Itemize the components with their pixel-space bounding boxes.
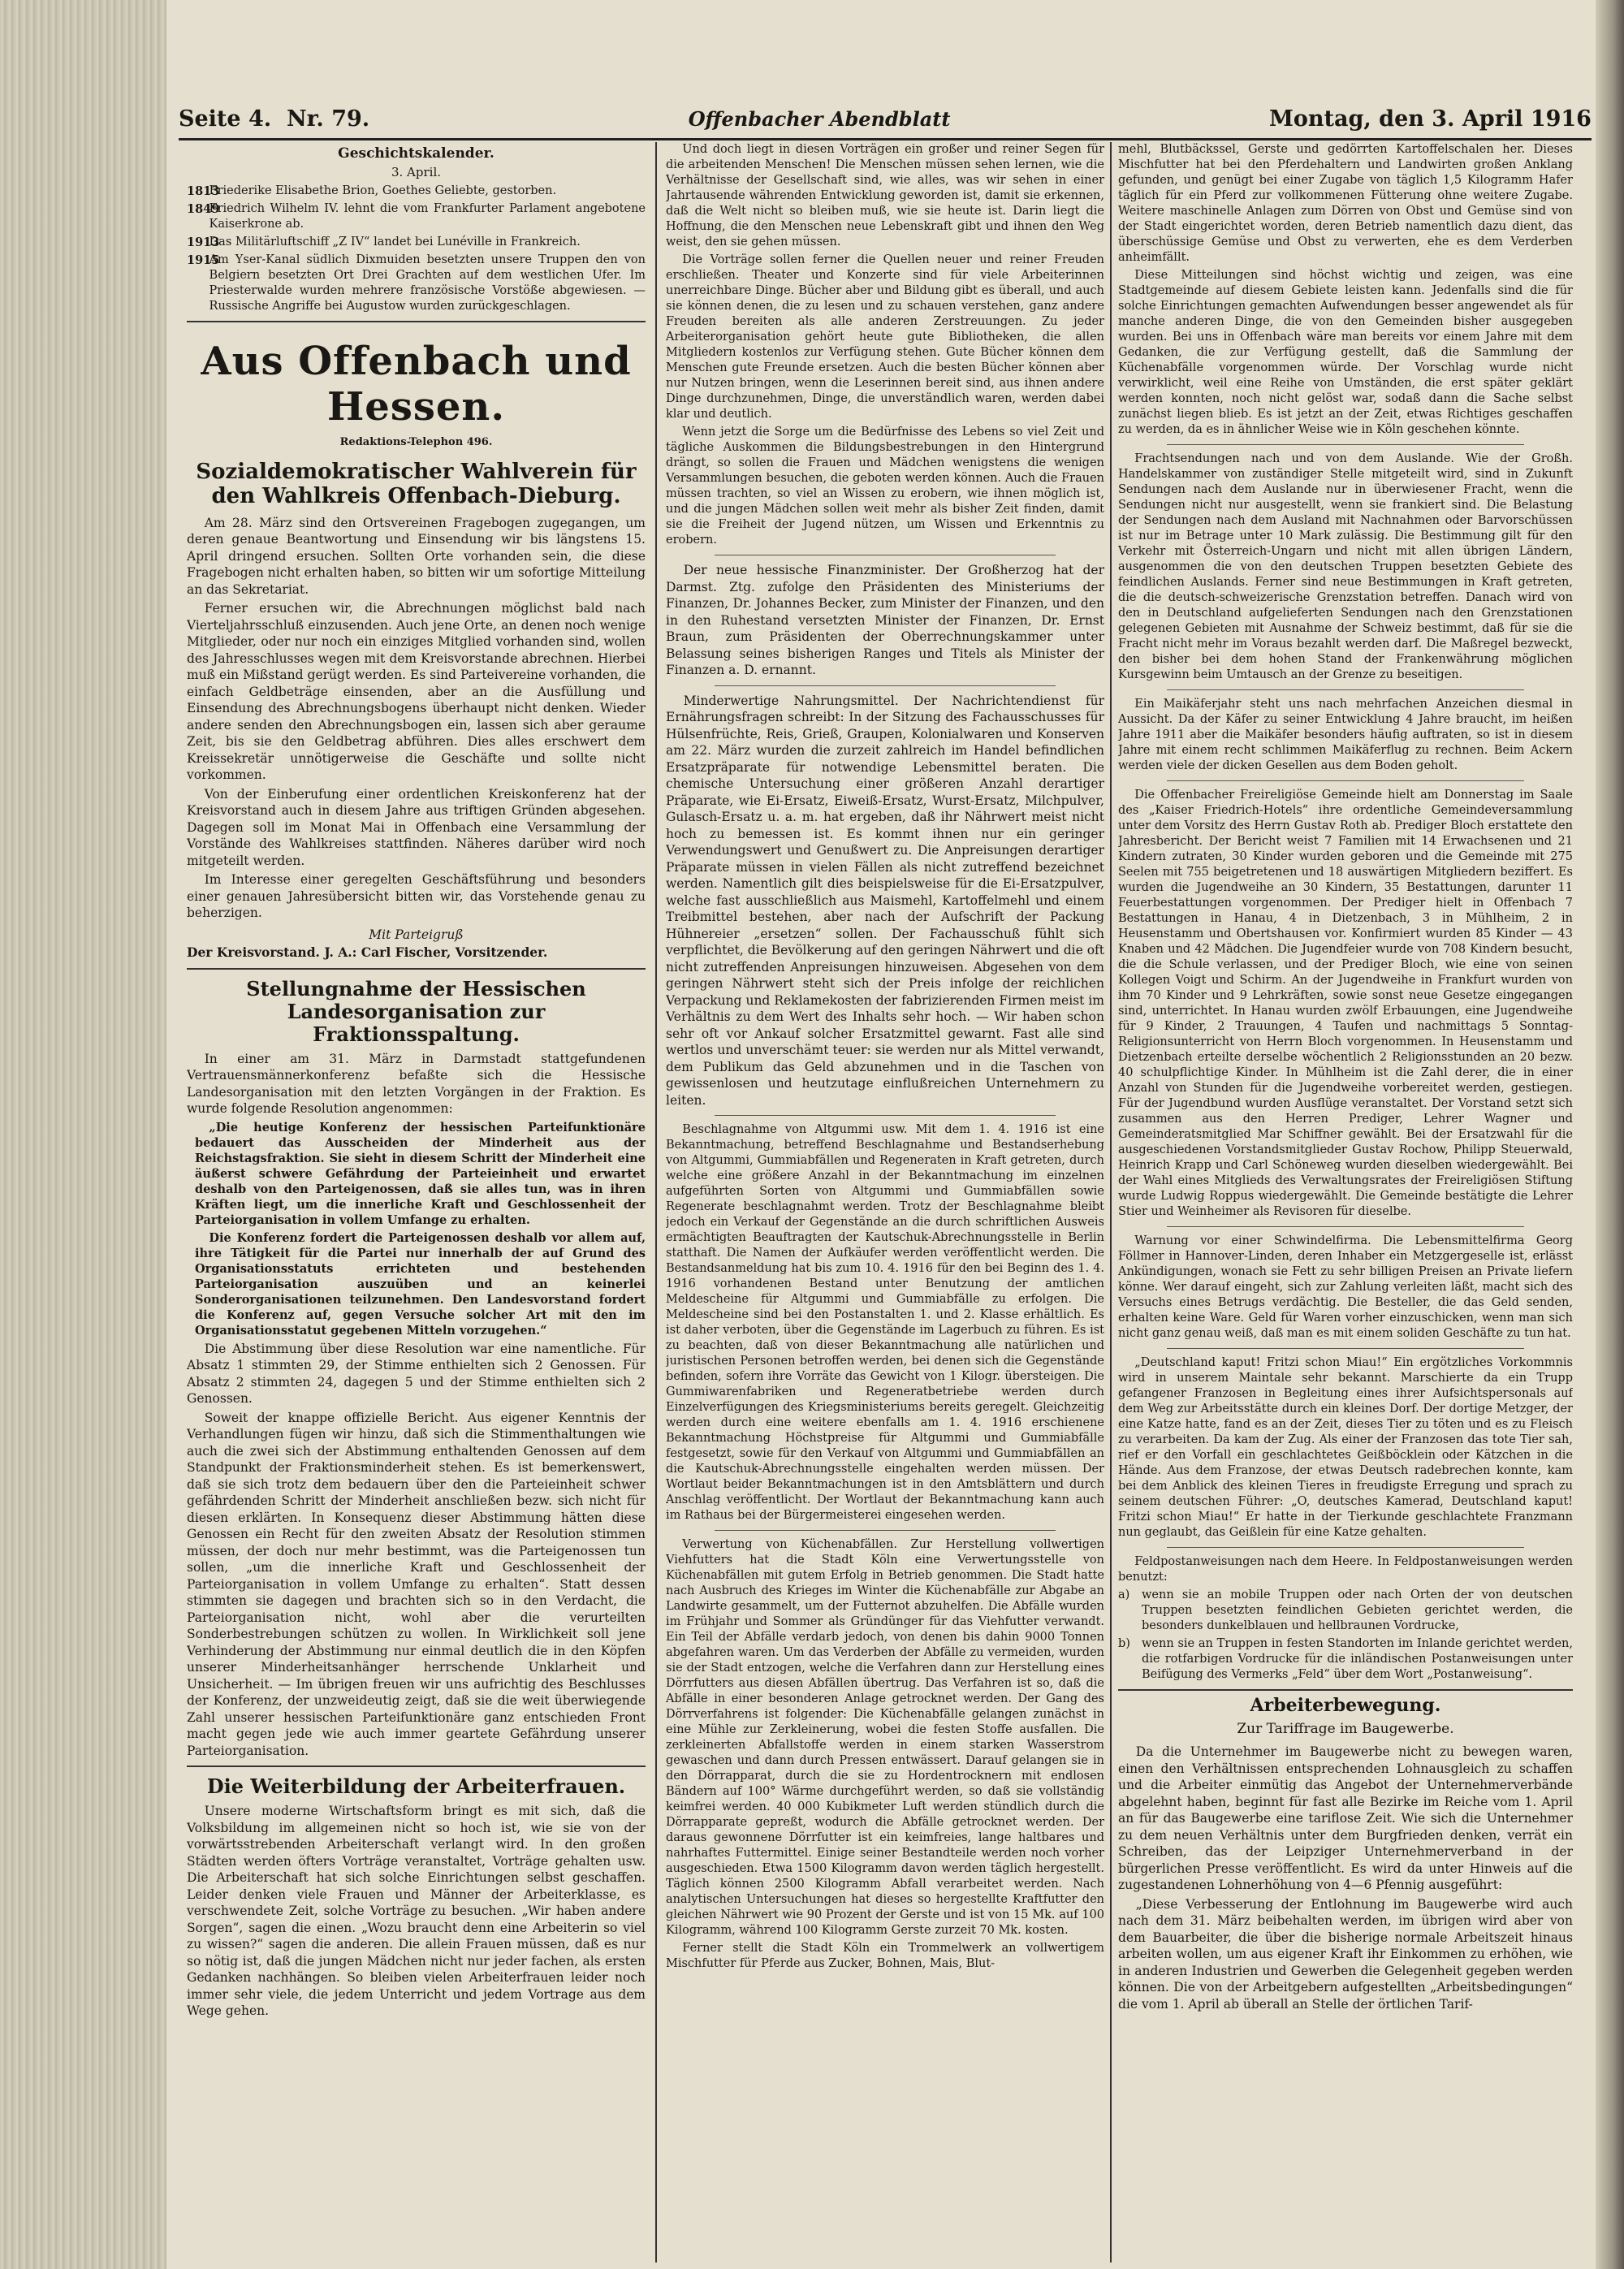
paragraph: Von der Einberufung einer ordentlichen Kreiskonferenz hat der Kreisvorstand auch in diesem Jahre aus triftigen Gründen abgesehen. Dagegen soll im Monat Mai in Offenbach eine Versammlung der Vorstände des Wahlkreises stattfinden. Näheres darüber wird noch mitgeteilt werden. — [187, 786, 646, 868]
calendar-entry: 1849 Friedrich Wilhelm IV. lehnt die vom Frankfurter Parlament angebotene Kaiserkrone ab. — [187, 202, 646, 231]
news-field-post: Feldpostanweisungen nach dem Heere. In Feldpostanweisungen werden benutzt: — [1118, 1555, 1573, 1584]
paragraph: Und doch liegt in diesen Vorträgen ein großer und reiner Segen für die arbeitenden Menschen! Die Menschen müssen sehen lernen, wie die Verhältnisse der Gesellschaft sind, wie alles, was wir sehen in einer Jahrtausende währenden Entwicklung geworden ist, damit sie erkennen, daß die Welt nicht so bleiben muß, wie sie heute ist. Darin liegt die Hoffnung, die den Menschen neue Lebenskraft gibt und ihnen den Weg weist, den sie gehen müssen. — [666, 143, 1104, 249]
list-item: b) wenn sie an Truppen in festen Standorten im Inlande gerichtet werden, die rotfarbigen Vordrucke für die inländischen Postanweisungen unter Beifügung des Vermerks „Feld“ über dem Wort „Postanweisung“. — [1118, 1637, 1573, 1681]
paragraph: Wenn jetzt die Sorge um die Bedürfnisse des Lebens so viel Zeit und tägliche Auskommen die Bildungsbestrebungen in den Hintergrund drängt, so sollen die Frauen und Mädchen wenigstens die wenigen Versammlungen besuchen, die geboten werden können. Auch die Frauen müssen trachten, so viel an Wissen zu erobern, wie ihnen möglich ist, und die jungen Mädchen sollen weit mehr als bisher Zeit finden, damit sie die Freiheit der Jugend nützen, um Wissen und Erkenntnis zu erobern. — [666, 426, 1104, 547]
divider — [1167, 1547, 1524, 1548]
section-title-labor: Arbeiterbewegung. — [1250, 1695, 1441, 1716]
paragraph: Ferner ersuchen wir, die Abrechnungen möglichst bald nach Vierteljahrsschluß einzusenden. Auch jene Orte, an denen noch wenige Mitglieder, oder nur noch ein einziges Mitglied vorhanden sind, wollen des Jahresschlusses wegen mit dem Kreisvorstande abrechnen. Hierbei muß ein Mißstand gerügt werden. Es sind Parteivereine vorhanden, die einfach Geldbeträge einsenden, aber an die Ausfüllung und Einsendung des Abrechnungsbogens überhaupt nicht denken. Wieder andere senden den Abrechnungsbogen ein, lassen sich aber geraume Zeit, bis sie den Geldbetrag abführen. Dies alles erschwert dem Kreissekretär unnötigerweise die Geschäfte und sollte nicht vorkommen. — [187, 601, 646, 782]
news-kitchen-waste: Verwertung von Küchenabfällen. Zur Herstellung vollwertigen Viehfutters hat die Stadt Köln eine Verwertungsstelle von Küchenabfällen mit gutem Erfolg in Betrieb genommen. Die Stadt hatte nach Ausbruch des Krieges im Winter die Küchenabfälle zur Abgabe an Landwirte gesammelt, um der Futternot abzuhelfen. Die Abfälle wurden im Frühjahr und Sommer als Gründünger für das Viehfutter verwandt. Ein Teil der Abfälle verdarb jedoch, von denen bis dahin 9000 Tonnen abgefahren waren. Um das Verderben der Abfälle zu vermeiden, wurden sie der Stadt entzogen, welche die Verfahren dann zur Herstellung eines Dörrfutters aus diesen Abfällen übertrug. Das Verfahren ist so, daß die Abfälle in einer besonderen Anlage getrocknet werden. Der Gang des Dörrverfahrens ist folgender: Die Küchenabfälle gelangen zunächst in eine Mühle zur Zerkleinerung, wobei die festen Stoffe ausfallen. Die zerkleinerten Abfallstoffe werden in einem starken Wasserstrom gewaschen und dann durch Pressen entwässert. Darauf gelangen sie in den Dörrapparat, durch die sie zu Hordentrocknern mit endlosen Bändern auf 100° Wärme durchgeführt werden, so daß sie vollständig keimfrei werden. 40 000 Kubikmeter Luft werden stündlich durch die Dörrapparate gepreßt, wodurch die Abfälle getrocknet werden. Der daraus gewonnene Dörrfutter ist ein keimfreies, lange haltbares und nahrhaftes Futtermittel. Einige seiner Bestandteile werden noch vorher ausgeschieden. Etwa 1500 Kilogramm davon werden täglich hergestellt. Täglich können 2500 Kilogramm Abfall verarbeitet werden. Nach analytischen Untersuchungen hat dieses so hergestellte Kraftfutter den gleichen Nährwert wie 90 Prozent der Gerste und ist von 15 Mk. auf 100 Kilogramm, während 100 Kilogramm Gerste zurzeit 70 Mk. kosten. — [666, 1538, 1104, 1937]
divider — [187, 1765, 646, 1767]
book-binding — [0, 0, 170, 2269]
calendar-entry: 1913 Das Militärluftschiff „Z IV“ landet bei Lunéville in Frankreich. — [187, 236, 581, 249]
divider — [715, 1115, 1056, 1116]
divider — [715, 1530, 1056, 1531]
paragraph: Diese Mitteilungen sind höchst wichtig und zeigen, was eine Stadtgemeinde auf diesem Gebiete leisten kann. Jedenfalls sind die für solche Einrichtungen gemachten Aufwendungen besser angewendet als für manche anderen Dinge, die von den Gemeinden bisher ausgegeben wurden. Bei uns in Offenbach wäre man bereits vor einem Jahre mit dem Gedanken, die zur Verfügung gestellt, daß die Sammlung der Küchenabfälle vorgenommen würde. Der Vorschlag wurde nicht verwirklicht, weil eine Reihe von Umständen, die erst später geklärt werden konnten, noch nicht gelöst war, sodaß dann die Sache selbst zunächst liegen blieb. Es ist jetzt an der Zeit, etwas Richtiges geschaffen zu werden, da es in ähnlicher Weise wie in Köln geschehen könnte. — [1118, 269, 1573, 436]
divider — [715, 685, 1056, 686]
paragraph: Die Abstimmung über diese Resolution war eine namentliche. Für Absatz 1 stimmten 29, der Stimme enthielten sich 2 Genossen. Für Absatz 2 stimmten 24, dagegen 5 und der Stimme enthielten sich 2 Genossen. — [187, 1341, 646, 1406]
divider — [187, 321, 646, 322]
paragraph: Da die Unternehmer im Baugewerbe nicht zu bewegen waren, einen den Verhältnissen entsprechenden Lohnausgleich zu schaffen und die Arbeiter einmütig das Angebot der Unternehmerverbände abgelehnt haben, beginnt für fast alle Bezirke im Reiche vom 1. April an für das Baugewerbe eine tariflose Zeit. Wie sich die Unternehmer zu dem neuen Verhältnis unter dem Burgfrieden denken, verrät ein Schreiben, das der Leipziger Unternehmerverband in der bürgerlichen Presse veröffentlicht. Es wird da unter Hinweis auf die zugestandenen Lohnerhöhung von 4—6 Pfennig ausgeführt: — [1118, 1744, 1573, 1892]
resolution-paragraph: „Die heutige Konferenz der hessischen Parteifunktionäre bedauert das Ausscheiden der Minderheit aus der Reichstagsfraktion. Sie sieht in diesem Schritt der Minderheit eine äußerst schwere Gefährdung der Parteieinheit und erwartet deshalb von den Parteigenossen, daß sie alles tun, was in ihren Kräften liegt, um die innerliche Kraft und Geschlossenheit der Parteiorganisation in vollem Umfange zu erhalten. — [195, 1120, 646, 1227]
next-page-edge — [1596, 0, 1624, 2269]
divider — [187, 968, 646, 970]
column-separator — [1110, 142, 1112, 2263]
masthead — [179, 99, 1592, 140]
divider — [1167, 1348, 1524, 1349]
column-1 — [187, 142, 646, 2263]
greeting: Mit Parteigruß — [369, 927, 464, 942]
column-2 — [666, 142, 1104, 2263]
news-anecdote: „Deutschland kaput! Fritzi schon Miau!“ Ein ergötzliches Vorkommnis wird in unserem Maintale sehr bekannt. Marschierte da ein Trupp gefangener Franzosen in Begleitung eines ihrer Aufsichtspersonals auf dem Weg zur Arbeitsstätte durch ein kleines Dorf. Der dortige Metzger, der eine Katze hatte, fand es an der Zeit, dieses Tier zu töten und es zu Fleisch zu verarbeiten. Da kam der Zug. Als einer der Franzosen das tote Tier sah, rief er den Vorfall ein geschlachtetes Geißböcklein oder Kätzchen in die Hände. Aus dem Franzose, der etwas Deutsch radebrechen konnte, kam bei dem Anblick des kleinen Tieres in freudigste Erregung und sprach zu seinem deutschen Führer: „O, deutsches Kamerad, Deutschland kaput! Fritzi schon Miau!“ Er hatte in der Tierkunde geschlachtete Franzmann nun geglaubt, das Geißlein für eine Katze gehalten. — [1118, 1356, 1573, 1539]
resolution-text — [187, 1120, 646, 1338]
paragraph: Soweit der knappe offizielle Bericht. Aus eigener Kenntnis der Verhandlungen fügen wir hinzu, daß sich die Stimmenthaltungen wie auch die zwei sich der Abstimmung enthaltenden Genossen auf dem Standpunkt der Fraktionsminderheit stehen. Es ist bemerkenswert, daß sie sich trotz dem bedauern über den die Parteieinheit schwer gefährdenden Schritt der Minderheit anschließen bezw. sich nicht für diesen erklärten. In Konsequenz dieser Abstimmung hätten diese Genossen ein Recht für den zweiten Absatz der Resolution stimmen müssen, der doch nur mehr bestimmt, was die Parteigenossen tun sollen, „um die innerliche Kraft und Geschlossenheit der Parteiorganisation in vollem Umfange zu erhalten“. Statt dessen stimmten sie dagegen und brachten sich so in den Verdacht, die Parteiorganisation nicht, wohl aber die verurteilten Sonderbestrebungen schützen zu wollen. In Wirklichkeit soll jene Verhinderung der Abstimmung nur einmal deutlich die in den Köpfen unserer Minderheitsanhänger herrschende Unklarheit und Unsicherheit. — Im übrigen freuen wir uns aufrichtig des Beschlusses der Konferenz, der unzweideutig zeigt, daß sie die weit überwiegende Zahl unserer hessischen Parteifunktionäre ganz entschieden Front macht gegen jede wie auch immer geartete Gefährdung unserer Parteiorganisation. — [187, 1410, 646, 1758]
article-title: Stellungnahme der Hessischen Landesorganisation zur Fraktionsspaltung. — [246, 976, 586, 1046]
divider — [1167, 1226, 1524, 1227]
divider — [1167, 780, 1524, 781]
paragraph: Im Interesse einer geregelten Geschäftsführung und besonders einer genauen Jahresübersicht bitten wir, das Vorstehende genau zu beherzigen. — [187, 872, 646, 920]
paragraph: Am 28. März sind den Ortsvereinen Fragebogen zugegangen, um deren genaue Beantwortung und Einsendung wir bis längstens 15. April dringend ersuchen. Sollten Orte vorhanden sein, die diese Fragebogen nicht erhalten haben, so bitten wir um sofortige Mitteilung an das Sekretariat. — [187, 515, 646, 597]
newspaper-page — [166, 0, 1600, 2269]
news-foreign-freight: Frachtsendungen nach und von dem Auslande. Wie der Großh. Handelskammer von zuständiger Stelle mitgeteilt wird, sind in Zukunft Sendungen nach dem Auslande nur in überwiesener Fracht, wenn die Sendungen nicht nur ausgestellt, wenn sie frankiert sind. Die Belastung der Sendungen nach dem Ausland mit Nachnahmen oder Barvorschüssen ist nur im Betrage unter 10 Mark zulässig. Die Bestimmung gilt für den Verkehr mit Österreich-Ungarn und nicht mit allen übrigen Ländern, ausgenommen die von den deutschen Truppen besetzten Gebiete des feindlichen Auslands. Ferner sind neue Bestimmungen in Kraft getreten, die die deutsch-schweizerische Grenzstation betreffen. Danach wird von den in Deutschland aufgelieferten Sendungen nach den Grenzstationen gelegenen Gebieten mit Ausnahme der Schweiz bestimmt, daß für sie die Fracht nicht mehr im Voraus bezahlt werden darf. Die Maßregel bezweckt, den bisher bei dem hohen Stand der Frankenwährung möglichen Kursgewinn beim Umtausch an der Grenze zu beseitigen. — [1118, 452, 1573, 681]
paragraph: „Diese Verbesserung der Entlohnung im Baugewerbe wird auch nach dem 31. März beibehalten werden, im übrigen wird aber von dem Bauarbeiter, die über die bisherige normale Arbeitszeit hinaus arbeiten wollen, um aus eigener Kraft ihr Einkommen zu erhöhen, wie in anderen Industrien und Gewerben die Gelegenheit gegeben werden können. Die von der Arbeitgebern aufgestellten „Arbeitsbedingungen“ die vom 1. April ab überall an Stelle der örtlichen Tarif- — [1118, 1896, 1573, 2012]
article-title: Die Weiterbildung der Arbeiterfrauen. — [206, 1774, 626, 1798]
issue-date: Montag, den 3. April 1916 — [1269, 106, 1592, 132]
calendar-title: Geschichtskalender. — [338, 145, 495, 162]
paragraph: Unsere moderne Wirtschaftsform bringt es mit sich, daß die Volksbildung im allgemeinen nicht so hoch ist, wie sie von der vorwärtsstrebenden Arbeiterschaft verlangt wird. In den großen Städten werden öfters Vorträge veranstaltet, Vorträge gehalten usw. Die Arbeiterschaft hat sich solche Einrichtungen selbst geschaffen. Leider denken viele Frauen und Männer der Arbeiterklasse, es verschwendete Zeit, solche Vorträge zu besuchen. „Wir haben andere Sorgen“, sagen die einen. „Wozu braucht denn eine Arbeiterin so viel zu wissen?“ sagen die anderen. Die allein Frauen müssen, daß es nur so nötig ist, daß die jungen Mädchen nicht nur jeder fachen, als ersten Gedanken nachhängen. So bleiben vielen Arbeiterfrauen leider noch immer sehr viele, die jedem Unterricht und jedem Vortrage aus dem Wege gehen. — [187, 1804, 646, 2018]
page-number-issue — [179, 106, 369, 132]
news-maybug-year: Ein Maikäferjahr steht uns nach mehrfachen Anzeichen diesmal in Aussicht. Da der Käfer zu seiner Entwicklung 4 Jahre braucht, im heißen Jahre 1911 aber die Maikäfer besonders häufig auftraten, so ist in diesem Jahre mit einem recht schlimmen Maikäferflug zu rechnen. Beim Ackern werden viele der dicken Gesellen aus dem Boden geholt. — [1118, 698, 1573, 772]
news-fraud-warning: Warnung vor einer Schwindelfirma. Die Lebensmittelfirma Georg Föllmer in Hannover-Linden, deren Inhaber ein Metzgergeselle ist, erlässt Ankündigungen, wonach sie Fett zu sehr billigen Preisen an Private liefern könne. Wer darauf eingeht, sich zur Zahlung verleiten läßt, macht sich des Versuchs eines Betrugs verdächtig. Die Besteller, die das Geld senden, erhalten keine Ware. Geld für Waren vorher einzuschicken, wenn man sich nicht ganz genau weiß, daß man es mit einem soliden Geschäfte zu tun hat. — [1118, 1234, 1573, 1340]
news-finance-minister: Der neue hessische Finanzminister. Der Großherzog hat der Darmst. Ztg. zufolge den Präsidenten des Ministeriums der Finanzen, Dr. Johannes Becker, zum Minister der Finanzen, und den in den Ruhestand versetzten Minister der Finanzen, Dr. Ernst Braun, zum Präsidenten der Oberrechnungskammer unter Belassung seines bisherigen Ranges und Titels als Minister der Finanzen a. D. ernannt. — [666, 563, 1104, 677]
paragraph: mehl, Blutbäckssel, Gerste und gedörrten Kartoffelschalen her. Dieses Mischfutter hat bei den Pferdehaltern und Landwirten großen Anklang gefunden, und genügt bei einer Zugabe von täglich 1,5 Kilogramm Hafer täglich für ein Pferd zur vollkommenen Fütterung ohne weitere Zugabe. Weitere maschinelle Anlagen zum Dörren von Obst und Gemüse sind von der Stadt eingerichtet worden, deren Betrieb namentlich dazu dient, das überschüssige Gemüse und Obst zu verwerten, ehe es dem Verderben anheimfällt. — [1118, 143, 1573, 264]
paragraph: In einer am 31. März in Darmstadt stattgefundenen Vertrauensmännerkonferenz befaßte sich die Hessische Landesorganisation mit den letzten Vorgängen in der Fraktion. Es wurde folgende Resolution angenommen: — [187, 1051, 646, 1116]
list-item: a) wenn sie an mobile Truppen oder nach Orten der von deutschen Truppen besetzten feindlichen Gebieten gerichtet werden, die besonders dunkelblauen und hellbraunen Vordrucke, — [1118, 1588, 1573, 1632]
article-subtitle: Zur Tariffrage im Baugewerbe. — [1237, 1720, 1454, 1737]
divider — [1167, 689, 1524, 690]
resolution-paragraph: Die Konferenz fordert die Parteigenossen deshalb vor allem auf, ihre Tätigkeit für die Partei nur innerhalb der auf Grund des Organisationsstatuts errichteten und bestehenden Parteiorganisation auszuüben und an keinerlei Sonderorganisationen teilzunehmen. Den Landesvorstand fordert die Konferenz auf, gegen Versuche solcher Art mit den im Organisationsstatut gegebenen Mitteln vorzugehen.“ — [195, 1230, 646, 1338]
calendar-entries — [187, 184, 646, 314]
signature: Der Kreisvorstand. J. A.: Carl Fischer, Vorsitzender. — [187, 944, 548, 960]
news-rubber-confiscation: Beschlagnahme von Altgummi usw. Mit dem 1. 4. 1916 ist eine Bekanntmachung, betreffend Beschlagnahme und Bestandserhebung von Altgummi, Gummiabfällen und Regeneraten in Kraft getreten, durch welche eine größere Anzahl in der Bekanntmachung im einzelnen aufgeführten Sorten von Altgummi und Gummiabfällen sowie Regenerate beschlagnahmt werden. Trotz der Beschlagnahme bleibt jedoch ein Verkauf der Gegenstände an die durch schriftlichen Ausweis ermächtigten Beauftragten der Kautschuk-Abrechnungsstelle in Berlin statthaft. Die Namen der Aufkäufer werden veröffentlicht werden. Die Bestandsanmeldung hat bis zum 10. 4. 1916 für den bei Beginn des 1. 4. 1916 vorhandenen Bestand unter Benutzung der amtlichen Meldescheine für Altgummi und Gummiabfälle zu erfolgen. Die Meldescheine sind bei den Postanstalten 1. und 2. Klasse erhältlich. Es ist daher verboten, über die Gegenstände im Lagerbuch zu führen. Es ist zu beachten, daß von dieser Bekanntmachung alle natürlichen und juristischen Personen betroffen werden, bei denen sich die Gegenstände befinden, sofern ihre Vorräte das Gewicht von 1 Kilogr. übersteigen. Die Gummiwarenfabriken und Regeneratbetriebe werden durch Einzelverfügungen des Kriegsministeriums bereits geregelt. Gleichzeitig werden durch eine weitere ebenfalls am 1. 4. 1916 erschienene Bekanntmachung Höchstpreise für Altgummi und Gummiabfälle festgesetzt, sowie für den Verkauf von Altgummi und Gummiabfällen an die Kautschuk-Abrechnungsstelle eingehalten werden müssen. Der Wortlaut beider Bekanntmachungen ist in den Amtsblättern und durch Anschlag veröffentlicht. Der Wortlaut der Bekanntmachung kann auch im Rathaus bei der Bürgermeisterei eingesehen werden. — [666, 1123, 1104, 1522]
calendar-entry: 1813 Friederike Elisabethe Brion, Goethes Geliebte, gestorben. — [187, 184, 557, 198]
news-free-religious-community: Die Offenbacher Freireligiöse Gemeinde hielt am Donnerstag im Saale des „Kaiser Friedrich-Hotels“ ihre ordentliche Gemeindeversammlung unter dem Vorsitz des Herrn Gustav Roth ab. Prediger Bloch erstattete den Jahresbericht. Der Bericht weist 7 Familien mit 14 Erwachsenen und 21 Kindern zutraten, 30 Kinder wurden geboren und die Gemeinde mit 275 Seelen mit 755 beigetretenen und 18 auswärtigen Mitgliedern beziffert. Es wurden die Jugendweihe an 30 Kindern, 35 Bestattungen, darunter 11 Feuerbestattungen vorgenommen. Der Prediger hielt in Offenbach 7 Bestattungen in Hanau, 4 in Dietzenbach, 3 in Mühlheim, 2 in Heusenstamm und Obertshausen vor. Konfirmiert wurden 85 Kinder — 43 Knaben und 42 Mädchen. Die Jugendfeier wurde von 708 Kindern besucht, die die Schule verlassen, und der Prediger Bloch, wie eine von seinen Kollegen Voigt und Schirm. An der Jugendweihe in Frankfurt wurden von ihm 70 Kinder und 9 Lehrkräften, sowie sonst neue Gesetze eingegangen sind, unterrichtet. In Hanau wurden zwölf Erbauungen, eine Jugendweihe für 9 Kinder, 2 Trauungen, 4 Taufen und nachmittags 5 Sonntag-Religionsunterricht von Herrn Bloch vorgenommen. In Heusenstamm und Dietzenbach erteilte derselbe wöchentlich 2 Religionsstunden an 20 bezw. 40 schulpflichtige Kinder. In Mühlheim ist die Zahl derer, die in einer Anzahl von Stunden für die Jugendweihe vorbereitet werden, gestiegen. Für der Jugendbund wurden Ausflüge veranstaltet. Der Vorstand setzt sich zusammen aus den Herren Prediger, Lehrer Wagner und Gemeinderatsmitglied Mar Schiffner gewählt. Bei der Ersatzwahl für die ausgeschiedenen Vorstandsmitglieder Gustav Rochow, Philipp Steuerwald, Heinrich Krapp und Carl Schöneweg wurden dieselben wiedergewählt. Bei der Wahl eines Mitglieds des Verwaltungsrates der Freireligiösen Stiftung wurde Ludwig Roppus wiedergewählt. Die Gemeinde bestätigte die Lehrer Stier und Weinheimer als Revisoren für dieselbe. — [1118, 789, 1573, 1218]
news-food-substitutes: Minderwertige Nahrungsmittel. Der Nachrichtendienst für Ernährungsfragen schreibt: In der Sitzung des Fachausschusses für Hülsenfrüchte, Reis, Grieß, Graupen, Kolonialwaren und Konserven am 22. März wurden die zurzeit zahlreich im Handel befindlichen Ersatzpräparate für notwendige Lebensmittel beraten. Die chemische Untersuchung einer größeren Anzahl derartiger Präparate, wie Ei-Ersatz, Eiweiß-Ersatz, Wurst-Ersatz, Milchpulver, Gulasch-Ersatz u. a. m. hat ergeben, daß ihr Nährwert meist nicht hoch zu bemessen ist. Es kommt ihnen nur ein geringer Verwendungswert und Genußwert zu. Die Anpreisungen derartiger Präparate müssen in vielen Fällen als nicht zutreffend bezeichnet werden. Namentlich gilt dies beispielsweise für die Ei-Ersatzpulver, welche fast ausschließlich aus Maismehl, Kartoffelmehl und einem Treibmittel bestehen, aber nach der Aufschrift der Packung Hühnereier „ersetzen“ sollen. Der Fachausschuß fühlt sich verpflichtet, die Bevölkerung auf den geringen Nährwert und die oft nicht zutreffenden Anpreisungen hinzuweisen. Abgesehen von dem geringen Nährwert steht sich der Preis infolge der reichlichen Verpackung und Reklamekosten der fabrizierenden Firmen meist im Verhältnis zu dem Wert des Inhalts sehr hoch. — Wir haben schon sehr oft vor Ankauf solcher Ersatzmittel gewarnt. Fast alle sind wertlos und unverschämt teuer: sie werden nur als Mittel verwandt, dem Publikum das Geld abzunehmen und in die Taschen von gewissenlosen und heutzutage einflußreichen Unternehmern zu leiten. — [666, 693, 1104, 1108]
column-separator — [655, 142, 657, 2263]
section-phone: Redaktions-Telephon 496. — [339, 436, 493, 448]
calendar-entry: 1915 Am Yser-Kanal südlich Dixmuiden besetzten unsere Truppen den von Belgiern besetzten Ort Drei Grachten auf dem westlichen Ufer. Im Priesterwalde wurden mehrere französische Vorstöße abgewiesen. — Russische Angriffe bei Augustow wurden zurückgeschlagen. — [187, 253, 646, 313]
issue-number: Nr. 79. — [286, 106, 370, 132]
column-3 — [1118, 142, 1573, 2263]
paragraph: Die Vorträge sollen ferner die Quellen neuer und reiner Freuden erschließen. Theater und Konzerte sind für viele Arbeiterinnen unerreichbare Dinge. Bücher aber und Bildung gibt es überall, und auch sie können denen, die zu lesen und zu schauen verstehen, ganz andere Freuden bereiten als alle anderen Zerstreuungen. Zu jeder Arbeiterorganisation gehört heute gute Bibliotheken, die allen Mitgliedern kostenlos zur Verfügung stehen. Gute Bücher können dem Menschen gute Freunde ersetzen. Auch die besten Bücher können aber nur Nutzen bringen, wenn die Leserinnen bereit sind, aus ihnen andere Dinge durchzunehmen, Dinge, die unverständlich waren, werden dabei klar und deutlich. — [666, 253, 1104, 421]
article-title: Sozialdemokratischer Wahlverein für den Wahlkreis Offenbach-Dieburg. — [196, 459, 637, 508]
paragraph: Ferner stellt die Stadt Köln ein Trommelwerk an vollwertigem Mischfutter für Pferde aus Zucker, Bohnen, Mais, Blut- — [666, 1942, 1104, 1970]
newspaper-name: Offenbacher Abendblatt — [688, 106, 951, 131]
divider — [1167, 444, 1524, 445]
section-title: Aus Offenbach und Hessen. — [201, 339, 632, 430]
page-number: Seite 4. — [179, 106, 272, 132]
calendar-date: 3. April. — [391, 164, 442, 179]
divider — [1118, 1689, 1573, 1691]
